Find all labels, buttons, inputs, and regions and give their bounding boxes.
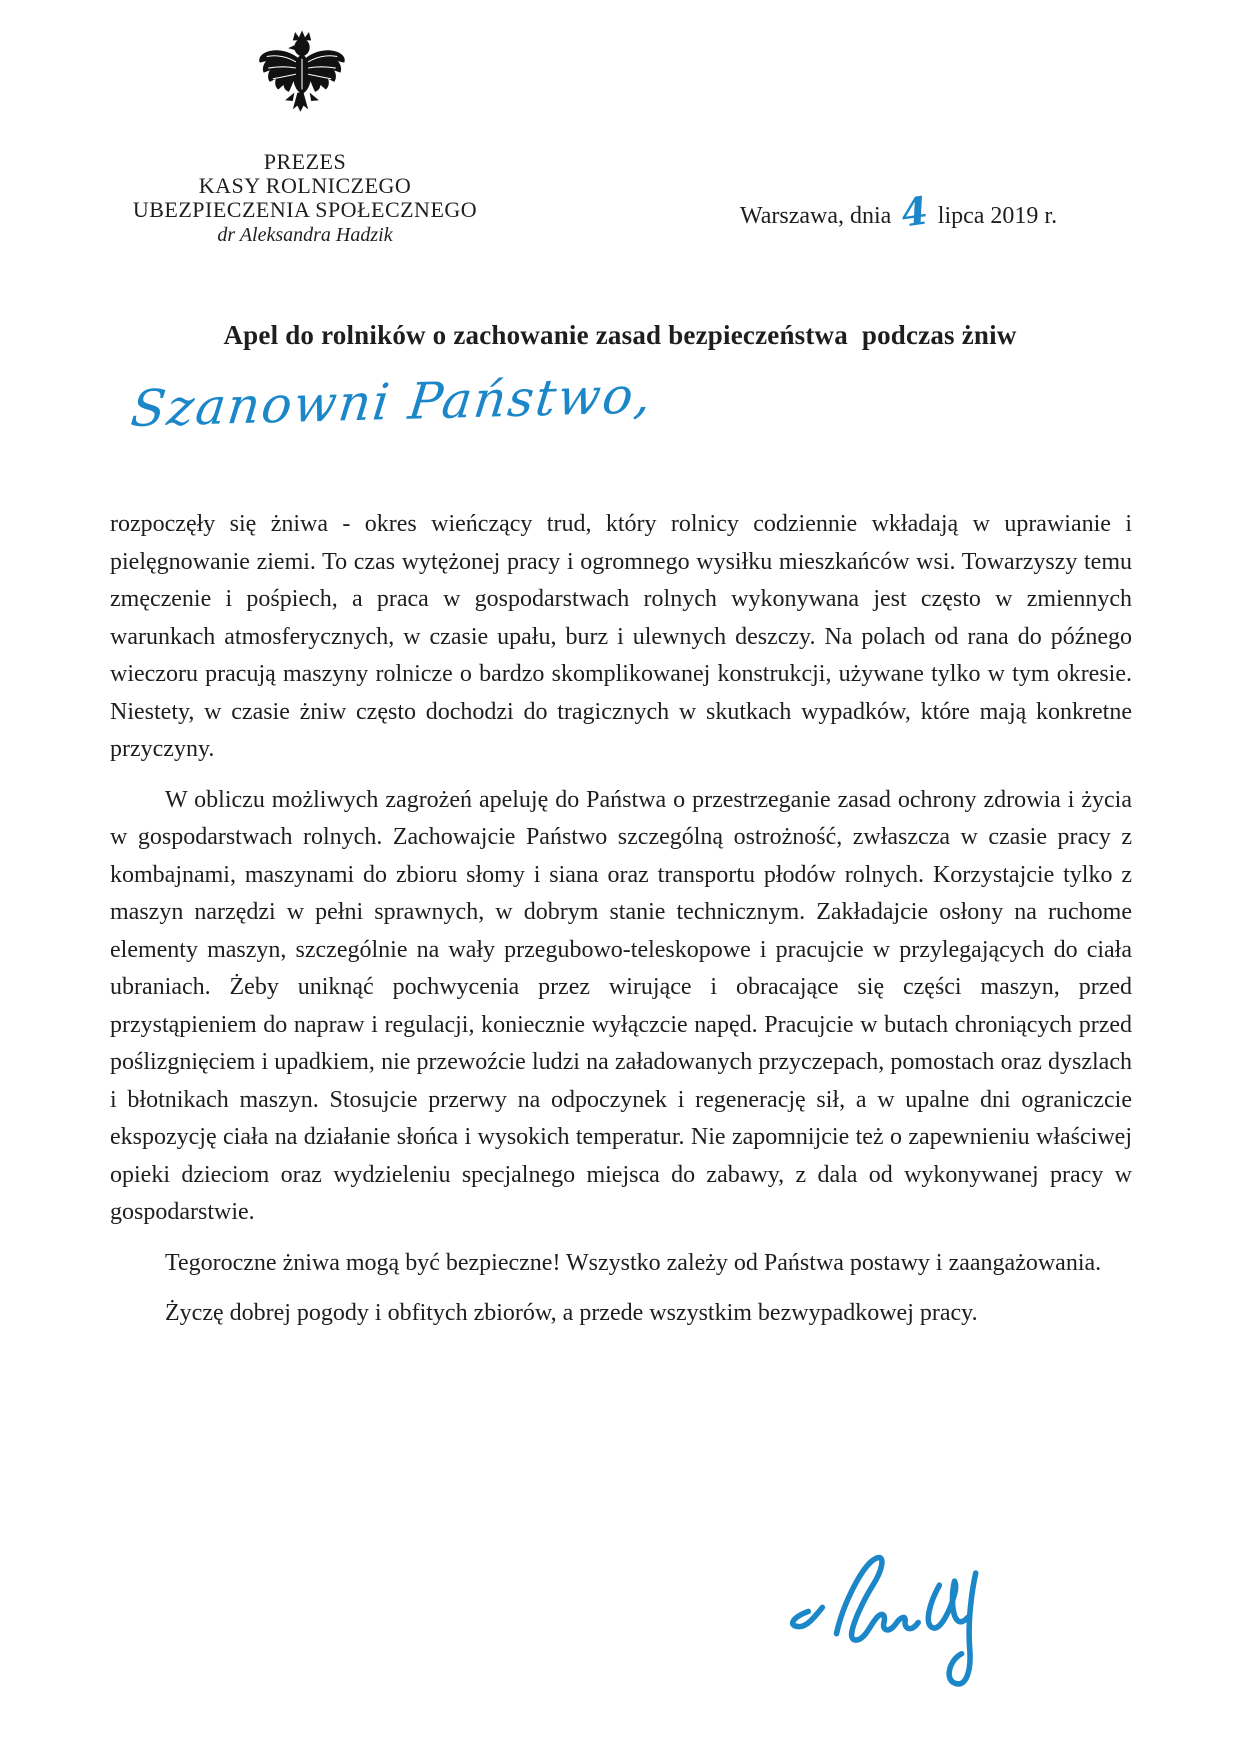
handwritten-signature-icon bbox=[778, 1545, 1010, 1695]
body-paragraph: Życzę dobrej pogody i obfitych zbiorów, a przede wszystkim bezwypadkowej pracy. bbox=[165, 1300, 978, 1326]
sender-office-line-2: KASY ROLNICZEGO bbox=[198, 173, 412, 198]
letter-body bbox=[110, 506, 1132, 1346]
date-suffix: lipca 2019 r. bbox=[937, 203, 1058, 229]
date-prefix: Warszawa, dnia bbox=[740, 203, 892, 229]
letter-title: Apel do rolników o zachowanie zasad bezpieczeństwa podczas żniw bbox=[223, 320, 1017, 350]
sender-office-line-3: UBEZPIECZENIA SPOŁECZNEGO bbox=[132, 197, 478, 222]
body-paragraph: W obliczu możliwych zagrożeń apeluję do Państwa o przestrzeganie zasad ochrony zdrowia i życia w gospodarstwach rolnych. Zachowajcie Państwo szczególną ostrożność, zwłaszcza w czasie pracy z kombajnami, maszynami do zbioru słomy i siana oraz transportu płodów rolnych. Korzystajcie tylko z maszyn narzędzi w pełni sprawnych, w dobrym stanie technicznym. Zakładajcie osłony na ruchome elementy maszyn, szczególnie na wały przegubowo-teleskopowe i pracujcie w przylegających do ciała ubraniach. Żeby uniknąć pochwycenia przez wirujące i obracające się części maszyn, przed przystąpieniem do napraw i regulacji, koniecznie wyłączcie napęd. Pracujcie w butach chroniących przed poślizgnięciem i upadkiem, nie przewoźcie ludzi na załadowanych przyczepach, pomostach oraz dyszlach i błotnikach maszyn. Stosujcie przerwy na odpoczynek i regenerację sił, a w upalne dni ograniczcie ekspozycję ciała na działanie słońca i wysokich temperatur. Nie zapomnijcie też o zapewnieniu właściwej opieki dzieciom oraz wydzieleniu specjalnego miejsca do zabawy, z dala od wykonywanej pracy w gospodarstwie. bbox=[110, 786, 1132, 1225]
place-date-line bbox=[740, 187, 1160, 236]
sender-block bbox=[110, 150, 500, 247]
polish-eagle-icon bbox=[256, 26, 348, 130]
body-paragraph: Tegoroczne żniwa mogą być bezpieczne! Wszystko zależy od Państwa postawy i zaangażowania. bbox=[165, 1249, 1102, 1276]
sender-official-name: dr Aleksandra Hadzik bbox=[217, 224, 393, 246]
body-paragraph: rozpoczęły się żniwa - okres wieńczący trud, który rolnicy codziennie wkładają w uprawianie i pielęgnowanie ziemi. To czas wytężonej pracy i ogromnego wysiłku mieszkańców wsi. Towarzyszy temu zmęczenie i pośpiech, a praca w gospodarstwach rolnych wykonywana jest często w zmiennych warunkach atmosferycznych, w czasie upału, burz i ulewnych deszczy. Na polach od rana do późnego wieczoru pracują maszyny rolnicze o bardzo skomplikowanej konstrukcji, używane tylko w tym okresie. Niestety, w czasie żniw często dochodzi do tragicznych w skutkach wypadków, które mają konkretne przyczyny. bbox=[110, 511, 1132, 762]
handwritten-day-number: 4 bbox=[898, 187, 931, 236]
handwritten-greeting: Szanowni Państwo, bbox=[128, 366, 657, 438]
sender-office-line-1: PREZES bbox=[263, 149, 347, 174]
